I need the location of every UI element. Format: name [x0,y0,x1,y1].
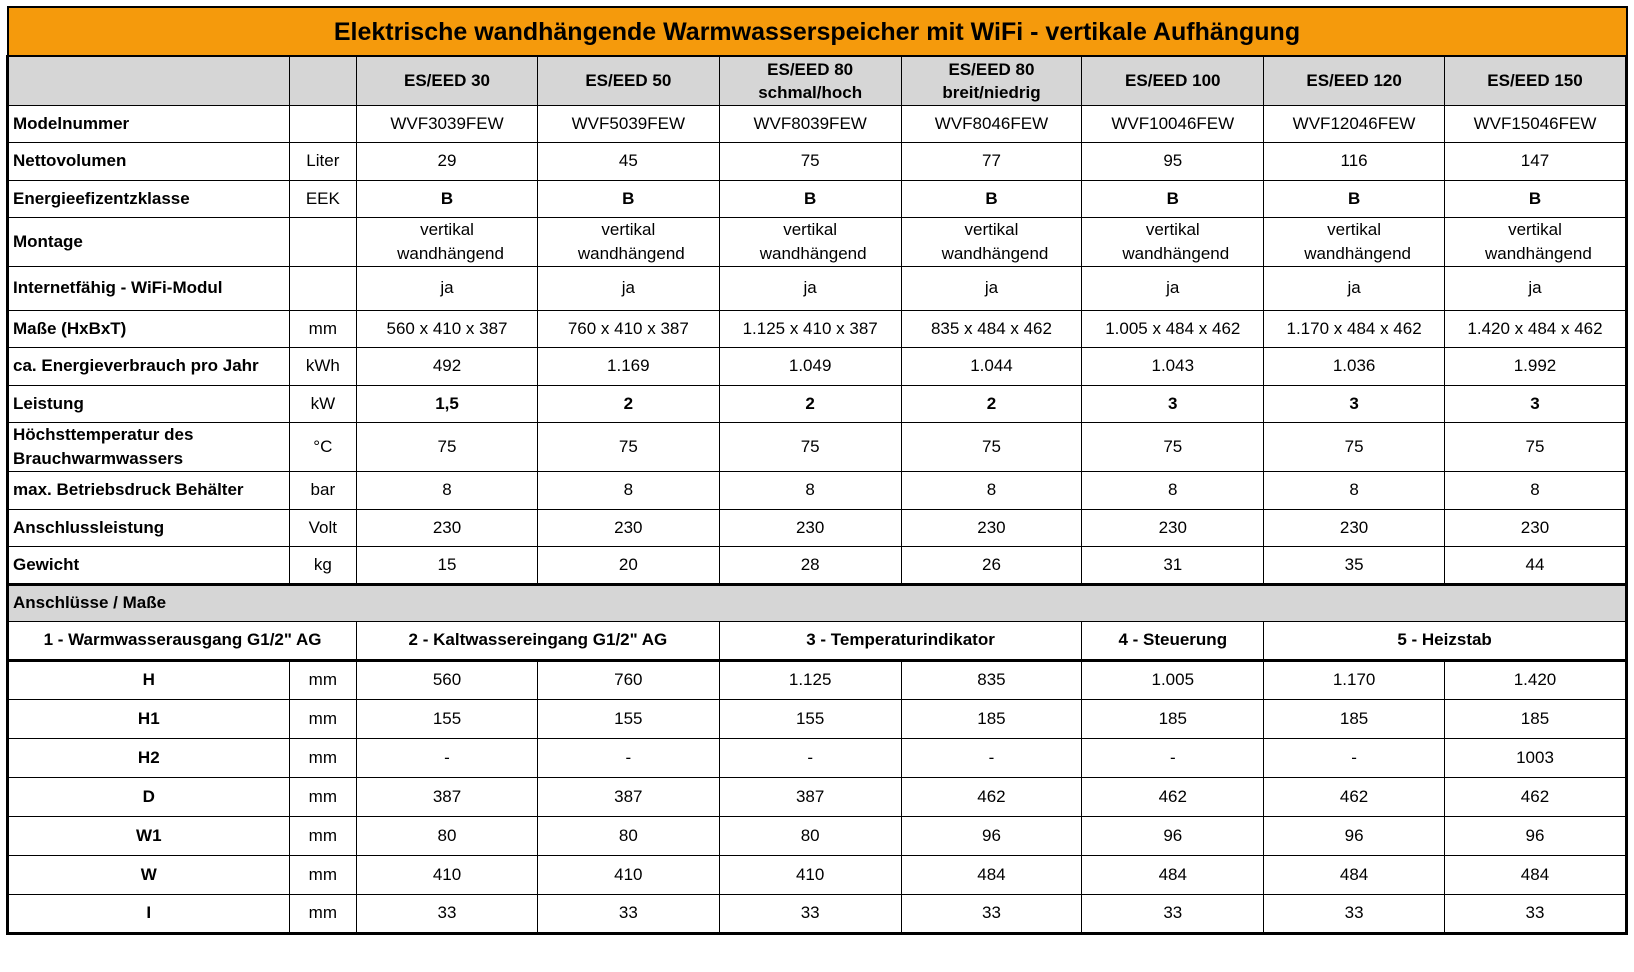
spec-row [8,471,1627,509]
spec-value: WVF8039FEW [719,105,901,142]
spec-value: 1.170 x 484 x 462 [1264,310,1445,347]
spec-value: 1.992 [1444,347,1626,385]
spec-value: 20 [537,546,719,584]
spec-value: 230 [357,509,538,546]
spec-value: B [537,180,719,217]
spec-value: 45 [537,142,719,180]
model-name: ES/EED 80 [767,59,854,79]
dimension-value: 96 [1444,816,1626,855]
spec-value: ja [1444,266,1626,310]
spec-value: vertikal wandhängend [537,217,719,266]
spec-value: B [901,180,1082,217]
dimension-value: 560 [357,660,538,699]
spec-unit: mm [289,310,357,347]
spec-unit [289,217,357,266]
dimension-value: 185 [1444,699,1626,738]
page-title: Elektrische wandhängende Warmwasserspeicher mit WiFi - vertikale Aufhängung [8,7,1627,56]
spec-unit: °C [289,422,357,471]
dimension-label: W1 [8,816,290,855]
spec-value: 95 [1082,142,1264,180]
model-header [719,56,901,105]
dimension-value: 387 [719,777,901,816]
spec-value: 2 [901,385,1082,422]
dimension-label: D [8,777,290,816]
spec-unit: bar [289,471,357,509]
spec-value: 3 [1264,385,1445,422]
dimension-value: 155 [719,699,901,738]
spec-value: ja [719,266,901,310]
spec-value: 835 x 484 x 462 [901,310,1082,347]
spec-value: 2 [537,385,719,422]
spec-label: Gewicht [8,546,290,584]
dimension-value: 1003 [1444,738,1626,777]
header-blank-label [8,56,290,105]
dimension-label: W [8,855,290,894]
spec-value: WVF10046FEW [1082,105,1264,142]
spec-value: WVF12046FEW [1264,105,1445,142]
spec-label: Energieefizentzklasse [8,180,290,217]
dimension-value: 80 [357,816,538,855]
model-name: ES/EED 50 [585,71,672,91]
spec-unit: Volt [289,509,357,546]
spec-unit: kWh [289,347,357,385]
dimension-value: - [719,738,901,777]
dimension-value: 484 [1082,855,1264,894]
dimension-label: H1 [8,699,290,738]
spec-value: 492 [357,347,538,385]
spec-value: 29 [357,142,538,180]
model-header [537,56,719,105]
spec-row [8,385,1627,422]
dimension-value: 1.005 [1082,660,1264,699]
dimension-value: - [537,738,719,777]
spec-label: Modelnummer [8,105,290,142]
spec-value: 35 [1264,546,1445,584]
dimension-value: 33 [1082,894,1264,933]
dimension-value: 33 [357,894,538,933]
spec-value: 1.049 [719,347,901,385]
spec-value: WVF15046FEW [1444,105,1626,142]
spec-value: 1,5 [357,385,538,422]
spec-value: ja [357,266,538,310]
spec-value: vertikal wandhängend [357,217,538,266]
model-header [1444,56,1626,105]
dimension-value: 33 [1444,894,1626,933]
dimension-unit: mm [289,777,357,816]
spec-value: 8 [1082,471,1264,509]
spec-value: 230 [901,509,1082,546]
model-name: ES/EED 150 [1487,71,1583,91]
spec-value: 3 [1444,385,1626,422]
dimension-label: I [8,894,290,933]
dimension-value: 484 [901,855,1082,894]
spec-value: 1.169 [537,347,719,385]
legend-item: 2 - Kaltwassereingang G1/2" AG [357,621,720,660]
dimension-value: 410 [357,855,538,894]
spec-unit [289,105,357,142]
dimension-value: 1.170 [1264,660,1445,699]
model-name: ES/EED 100 [1125,71,1221,91]
legend-item: 3 - Temperaturindikator [719,621,1082,660]
model-name: ES/EED 120 [1306,71,1402,91]
dimension-value: - [1082,738,1264,777]
dimension-row [8,660,1627,699]
dimension-unit: mm [289,816,357,855]
dimension-unit: mm [289,699,357,738]
spec-label: max. Betriebsdruck Behälter [8,471,290,509]
dimension-unit: mm [289,894,357,933]
spec-value: 31 [1082,546,1264,584]
dimension-value: - [357,738,538,777]
dimension-value: - [1264,738,1445,777]
dimension-unit: mm [289,855,357,894]
legend-item: 5 - Heizstab [1264,621,1627,660]
spec-value: vertikal wandhängend [1444,217,1626,266]
spec-sheet [6,6,1628,935]
spec-value: 230 [1444,509,1626,546]
model-header [357,56,538,105]
dimension-value: 1.125 [719,660,901,699]
connections-legend-row [8,621,1627,660]
spec-value: 8 [719,471,901,509]
spec-value: ja [537,266,719,310]
spec-value: 44 [1444,546,1626,584]
dimension-row [8,894,1627,933]
spec-unit [289,266,357,310]
dimension-value: 410 [719,855,901,894]
spec-value: WVF5039FEW [537,105,719,142]
dimension-value: 33 [719,894,901,933]
model-header-row [8,56,1627,105]
spec-value: 230 [1082,509,1264,546]
spec-value: 15 [357,546,538,584]
spec-value: ja [1082,266,1264,310]
connections-header: Anschlüsse / Maße [8,584,1627,621]
spec-value: vertikal wandhängend [1082,217,1264,266]
spec-value: 26 [901,546,1082,584]
dimension-label: H [8,660,290,699]
dimension-value: 387 [537,777,719,816]
spec-label: Montage [8,217,290,266]
legend-item: 4 - Steuerung [1082,621,1264,660]
spec-value: WVF8046FEW [901,105,1082,142]
spec-value: 116 [1264,142,1445,180]
spec-value: 3 [1082,385,1264,422]
dimension-row [8,738,1627,777]
spec-value: 8 [1444,471,1626,509]
model-variant: schmal/hoch [758,82,863,102]
spec-value: 230 [537,509,719,546]
model-variant: breit/niedrig [942,82,1041,102]
spec-row [8,509,1627,546]
dimension-value: 33 [1264,894,1445,933]
spec-value: 2 [719,385,901,422]
spec-row [8,266,1627,310]
spec-row [8,310,1627,347]
spec-value: 75 [901,422,1082,471]
spec-row [8,105,1627,142]
dimension-value: - [901,738,1082,777]
spec-label: Internetfähig - WiFi-Modul [8,266,290,310]
dimension-value: 1.420 [1444,660,1626,699]
spec-value: 760 x 410 x 387 [537,310,719,347]
spec-value: 28 [719,546,901,584]
model-name: ES/EED 30 [404,71,490,91]
spec-value: ja [1264,266,1445,310]
model-header [1264,56,1445,105]
dimension-value: 462 [1444,777,1626,816]
spec-row [8,422,1627,471]
spec-value: B [719,180,901,217]
spec-row [8,217,1627,266]
model-header [901,56,1082,105]
spec-value: 8 [901,471,1082,509]
connections-header-row [8,584,1627,621]
spec-table [6,6,1628,935]
spec-value: 147 [1444,142,1626,180]
model-name: ES/EED 80 [948,59,1035,79]
spec-value: 230 [719,509,901,546]
spec-value: 8 [357,471,538,509]
spec-value: 1.036 [1264,347,1445,385]
spec-value: 8 [537,471,719,509]
spec-value: 75 [1444,422,1626,471]
spec-value: 560 x 410 x 387 [357,310,538,347]
spec-value: 1.420 x 484 x 462 [1444,310,1626,347]
dimension-value: 387 [357,777,538,816]
dimension-row [8,855,1627,894]
dimension-value: 760 [537,660,719,699]
spec-unit: kW [289,385,357,422]
dimension-row [8,777,1627,816]
dimension-value: 484 [1264,855,1445,894]
spec-value: WVF3039FEW [357,105,538,142]
spec-value: 230 [1264,509,1445,546]
spec-value: B [1264,180,1445,217]
header-blank-unit [289,56,357,105]
spec-value: 1.044 [901,347,1082,385]
spec-value: 75 [537,422,719,471]
dimension-value: 33 [901,894,1082,933]
spec-label: Maße (HxBxT) [8,310,290,347]
dimension-value: 33 [537,894,719,933]
dimension-unit: mm [289,660,357,699]
spec-value: vertikal wandhängend [901,217,1082,266]
spec-value: vertikal wandhängend [1264,217,1445,266]
spec-label: Anschlussleistung [8,509,290,546]
legend-item: 1 - Warmwasserausgang G1/2" AG [8,621,357,660]
spec-label: ca. Energieverbrauch pro Jahr [8,347,290,385]
spec-value: 75 [1082,422,1264,471]
dimension-value: 410 [537,855,719,894]
dimension-unit: mm [289,738,357,777]
spec-value: B [357,180,538,217]
spec-label: Leistung [8,385,290,422]
spec-value: B [1082,180,1264,217]
dimension-value: 484 [1444,855,1626,894]
spec-unit: EEK [289,180,357,217]
dimension-value: 462 [1264,777,1445,816]
dimension-value: 185 [1264,699,1445,738]
dimension-value: 835 [901,660,1082,699]
dimension-value: 155 [537,699,719,738]
spec-value: 1.043 [1082,347,1264,385]
spec-value: 75 [719,422,901,471]
dimension-value: 185 [901,699,1082,738]
spec-value: 77 [901,142,1082,180]
dimension-value: 155 [357,699,538,738]
spec-label: Nettovolumen [8,142,290,180]
dimension-value: 96 [901,816,1082,855]
dimension-value: 80 [537,816,719,855]
spec-label: Höchsttemperatur des Brauchwarmwassers [8,422,290,471]
spec-unit: Liter [289,142,357,180]
dimension-value: 96 [1082,816,1264,855]
spec-value: 8 [1264,471,1445,509]
dimension-value: 185 [1082,699,1264,738]
spec-value: ja [901,266,1082,310]
spec-value: B [1444,180,1626,217]
model-header [1082,56,1264,105]
spec-value: 1.005 x 484 x 462 [1082,310,1264,347]
spec-unit: kg [289,546,357,584]
spec-value: 75 [719,142,901,180]
spec-row [8,347,1627,385]
spec-value: vertikal wandhängend [719,217,901,266]
spec-row [8,180,1627,217]
spec-value: 75 [357,422,538,471]
dimension-value: 462 [901,777,1082,816]
dimension-value: 96 [1264,816,1445,855]
spec-row [8,546,1627,584]
spec-row [8,142,1627,180]
dimension-value: 462 [1082,777,1264,816]
dimension-value: 80 [719,816,901,855]
dimension-row [8,699,1627,738]
dimension-row [8,816,1627,855]
dimension-label: H2 [8,738,290,777]
spec-value: 75 [1264,422,1445,471]
spec-value: 1.125 x 410 x 387 [719,310,901,347]
